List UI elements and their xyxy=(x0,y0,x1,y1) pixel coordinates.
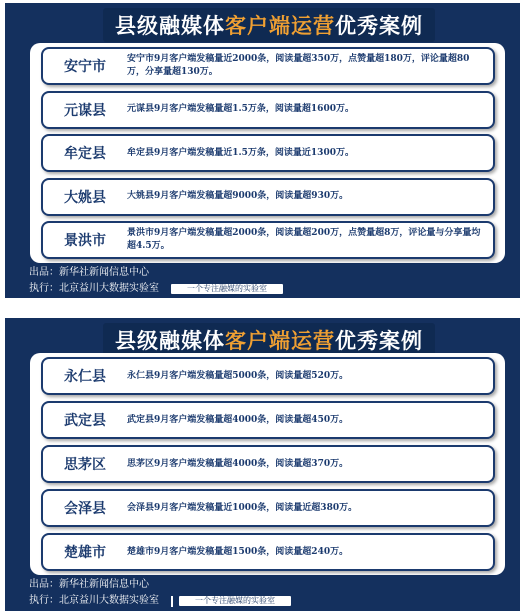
case-description: 武定县9月客户端发稿量超4000条，阅读量超450万。 xyxy=(127,414,349,425)
case-description: 元谋县9月客户端发稿量超1.5万条，阅读量超1600万。 xyxy=(127,104,354,114)
case-description: 楚雄市9月客户端发稿量超1500条，阅读量超240万。 xyxy=(127,546,349,557)
panel-title xyxy=(103,323,435,357)
county-name: 武定县 xyxy=(64,413,106,429)
county-name: 思茅区 xyxy=(64,457,106,473)
executor-text: 执行：北京益川大数据实验室 xyxy=(29,595,159,606)
title-suffix: 优秀案例 xyxy=(335,13,423,38)
producer-line xyxy=(29,265,283,281)
case-row xyxy=(41,221,495,259)
lab-tag: 一个专注融媒的实验室 xyxy=(179,596,291,606)
title-highlight: 客户端运营 xyxy=(225,328,335,353)
case-row xyxy=(41,445,495,483)
producer-text: 出品：新华社新闻信息中心 xyxy=(29,267,149,278)
case-description: 安宁市9月客户端发稿量近2000条，阅读量超350万，点赞量超180万，评论量超80万，分享量超130万。 xyxy=(127,54,470,77)
case-description: 牟定县9月客户端发稿量近1.5万条，阅读量近1300万。 xyxy=(127,147,354,158)
county-name: 元谋县 xyxy=(64,102,106,119)
case-row xyxy=(41,401,495,439)
case-panel-1 xyxy=(5,3,520,298)
case-row xyxy=(41,134,495,172)
executor-text: 执行：北京益川大数据实验室 xyxy=(29,283,159,294)
county-name: 会泽县 xyxy=(64,501,106,517)
title-suffix: 优秀案例 xyxy=(335,328,423,353)
panel-title xyxy=(103,8,435,42)
county-name: 永仁县 xyxy=(64,369,106,385)
title-highlight: 客户端运营 xyxy=(225,13,335,38)
case-description: 永仁县9月客户端发稿量超5000条，阅读量超520万。 xyxy=(127,370,349,381)
case-list xyxy=(41,357,495,571)
case-description: 思茅区9月客户端发稿量超4000条，阅读量超370万。 xyxy=(127,458,349,469)
case-row xyxy=(41,91,495,129)
case-row xyxy=(41,47,495,85)
panel-footer xyxy=(29,265,283,297)
county-name: 安宁市 xyxy=(64,59,106,75)
panel-footer xyxy=(29,577,291,609)
divider-bar xyxy=(171,596,173,607)
title-prefix: 县级融媒体 xyxy=(115,328,225,353)
case-row xyxy=(41,357,495,395)
county-name: 楚雄市 xyxy=(64,545,106,561)
executor-line xyxy=(29,281,283,297)
case-list-area xyxy=(30,43,505,263)
producer-text: 出品：新华社新闻信息中心 xyxy=(29,579,149,590)
case-description: 大姚县9月客户端发稿量超9000条，阅读量超930万。 xyxy=(127,191,349,201)
case-row xyxy=(41,178,495,216)
case-row xyxy=(41,489,495,527)
lab-tag: 一个专注融媒的实验室 xyxy=(171,284,283,294)
case-list-area xyxy=(30,353,505,575)
executor-line xyxy=(29,593,291,609)
county-name: 大姚县 xyxy=(64,189,106,206)
case-description: 景洪市9月客户端发稿量超2000条，阅读量超200万，点赞量超8万，评论量与分享量均超4.5万。 xyxy=(127,228,481,251)
county-name: 牟定县 xyxy=(64,146,106,162)
title-prefix: 县级融媒体 xyxy=(115,13,225,38)
county-name: 景洪市 xyxy=(64,233,106,249)
case-list xyxy=(41,47,495,259)
case-description: 会泽县9月客户端发稿量近1000条，阅读量近超380万。 xyxy=(127,502,358,513)
case-row xyxy=(41,533,495,571)
producer-line xyxy=(29,577,291,593)
case-panel-2 xyxy=(5,318,520,611)
